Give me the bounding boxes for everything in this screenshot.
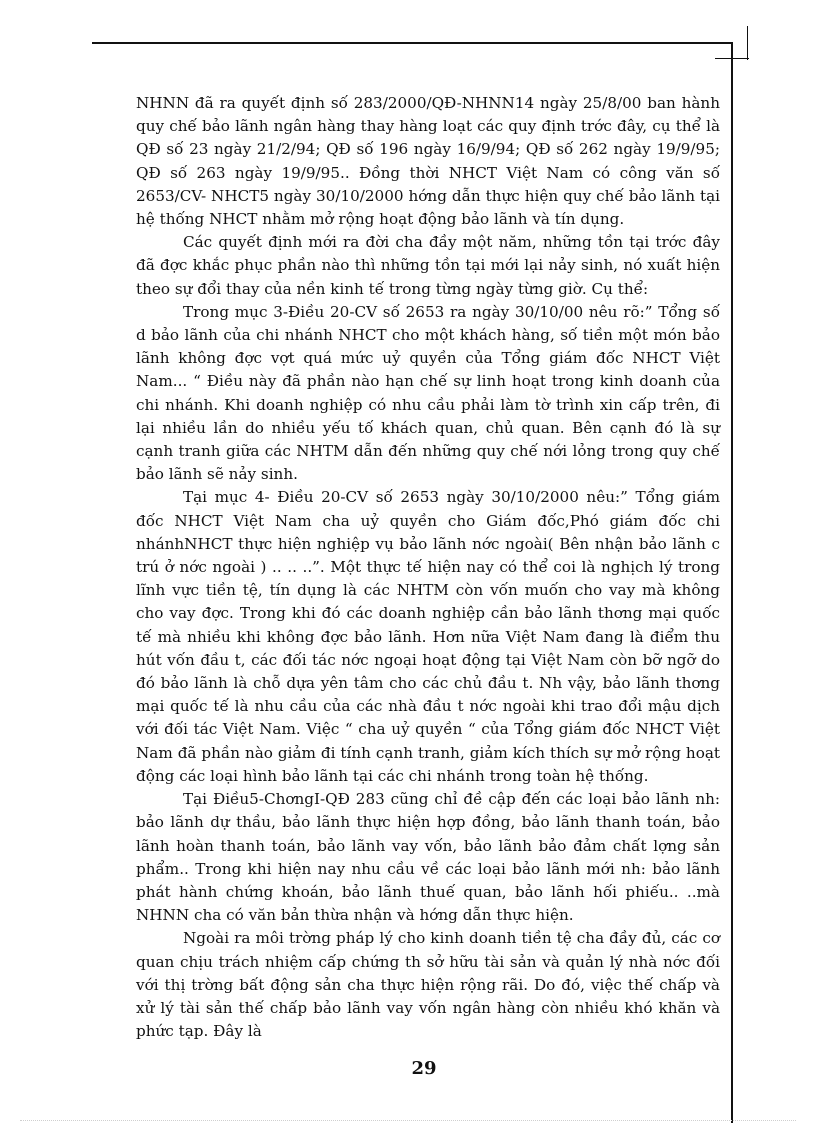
- paragraph-1: NHNN đã ra quyết định số 283/2000/QĐ-NHNN14 ngày 25/8/00 ban hành quy chế bảo lãnh ngân hàng thay hàng loạt các quy định trớc đây, cụ thể là QĐ số 23 ngày 21/2/94; QĐ số 196 ngày 16/9/94; QĐ số 262 ngày 19/9/95; QĐ số 263 ngày 19/9/95.. Đồng thời NHCT Việt Nam có công văn số 2653/CV- NHCT5 ngày 30/10/2000 hớng dẫn thực hiện quy chế bảo lãnh tại hệ thống NHCT nhằm mở rộng hoạt động bảo lãnh và tín dụng.: [136, 94, 720, 229]
- document-body: [136, 92, 720, 1043]
- footer-dotted-divider: [20, 1120, 796, 1121]
- paragraph-2: Các quyết định mới ra đời cha đầy một năm, những tồn tại trớc đây đã đợc khắc phục phần nào thì những tồn tại mới lại nảy sinh, nó xuất hiện theo sự đổi thay của nền kinh tế trong từng ngày từng giờ. Cụ thể:: [136, 233, 720, 298]
- paragraph-5: Tại Điều5-ChơngI-QĐ 283 cũng chỉ đề cập đến các loại bảo lãnh nh: bảo lãnh dự thầu, bảo lãnh thực hiện hợp đồng, bảo lãnh thanh toán, bảo lãnh hoàn thanh toán, bảo lãnh vay vốn, bảo lãnh bảo đảm chất lợng sản phẩm.. Trong khi hiện nay nhu cầu về các loại bảo lãnh mới nh: bảo lãnh phát hành chứng khoán, bảo lãnh thuế quan, bảo lãnh hối phiếu.. ..mà NHNN cha có văn bản thừa nhận và hớng dẫn thực hiện.: [136, 790, 720, 925]
- paragraph-3: Trong mục 3-Điều 20-CV số 2653 ra ngày 30/10/00 nêu rõ:” Tổng số d bảo lãnh của chi nhánh NHCT cho một khách hàng, số tiền một món bảo lãnh không đợc vợt quá mức uỷ quyền của Tổng giám đốc NHCT Việt Nam... “ Điều này đã phần nào hạn chế sự linh hoạt trong kinh doanh của chi nhánh. Khi doanh nghiệp có nhu cầu phải làm tờ trình xin cấp trên, đi lại nhiều lần do nhiều yếu tố khách quan, chủ quan. Bên cạnh đó là sự cạnh tranh giữa các NHTM dẫn đến những quy chế nới lỏng trong quy chế bảo lãnh sẽ nảy sinh.: [136, 302, 720, 484]
- paragraph-6: Ngoài ra môi trờng pháp lý cho kinh doanh tiền tệ cha đầy đủ, các cơ quan chịu trách nhiệm cấp chứng th sở hữu tài sản và quản lý nhà nớc đối với thị trờng bất động sản cha thực hiện rộng rãi. Do đó, việc thế chấp và xử lý tài sản thế chấp bảo lãnh vay vốn ngân hàng còn nhiều khó khăn và phức tạp. Đây là: [136, 929, 720, 1041]
- crop-mark-vertical: [747, 26, 748, 60]
- crop-mark-horizontal: [715, 58, 749, 59]
- page-frame-top-border: [92, 42, 733, 44]
- paragraph-4: Tại mục 4- Điều 20-CV số 2653 ngày 30/10/2000 nêu:” Tổng giám đốc NHCT Việt Nam cha uỷ quyền cho Giám đốc,Phó giám đốc chi nhánhNHCT thực hiện nghiệp vụ bảo lãnh nớc ngoài( Bên nhận bảo lãnh c trú ở nớc ngoài ) .. .. ..”. Một thực tế hiện nay có thể coi là nghịch lý trong lĩnh vực tiền tệ, tín dụng là các NHTM còn vốn muốn cho vay mà không cho vay đợc. Trong khi đó các doanh nghiệp cần bảo lãnh thơng mại quốc tế mà nhiều khi không đợc bảo lãnh. Hơn nữa Việt Nam đang là điểm thu hút vốn đầu t, các đối tác nớc ngoại hoạt động tại Việt Nam còn bỡ ngỡ do đó bảo lãnh là chỗ dựa yên tâm cho các chủ đầu t. Nh vậy, bảo lãnh thơng mại quốc tế là nhu cầu của các nhà đầu t nớc ngoài khi trao đổi mậu dịch với đối tác Việt Nam. Việc “ cha uỷ quyền “ của Tổng giám đốc NHCT Việt Nam đã phần nào giảm đi tính cạnh tranh, giảm kích thích sự mở rộng hoạt động các loại hình bảo lãnh tại các chi nhánh trong toàn hệ thống.: [136, 488, 720, 785]
- page-number: 29: [411, 1058, 437, 1079]
- page-frame-right-border: [731, 42, 733, 1123]
